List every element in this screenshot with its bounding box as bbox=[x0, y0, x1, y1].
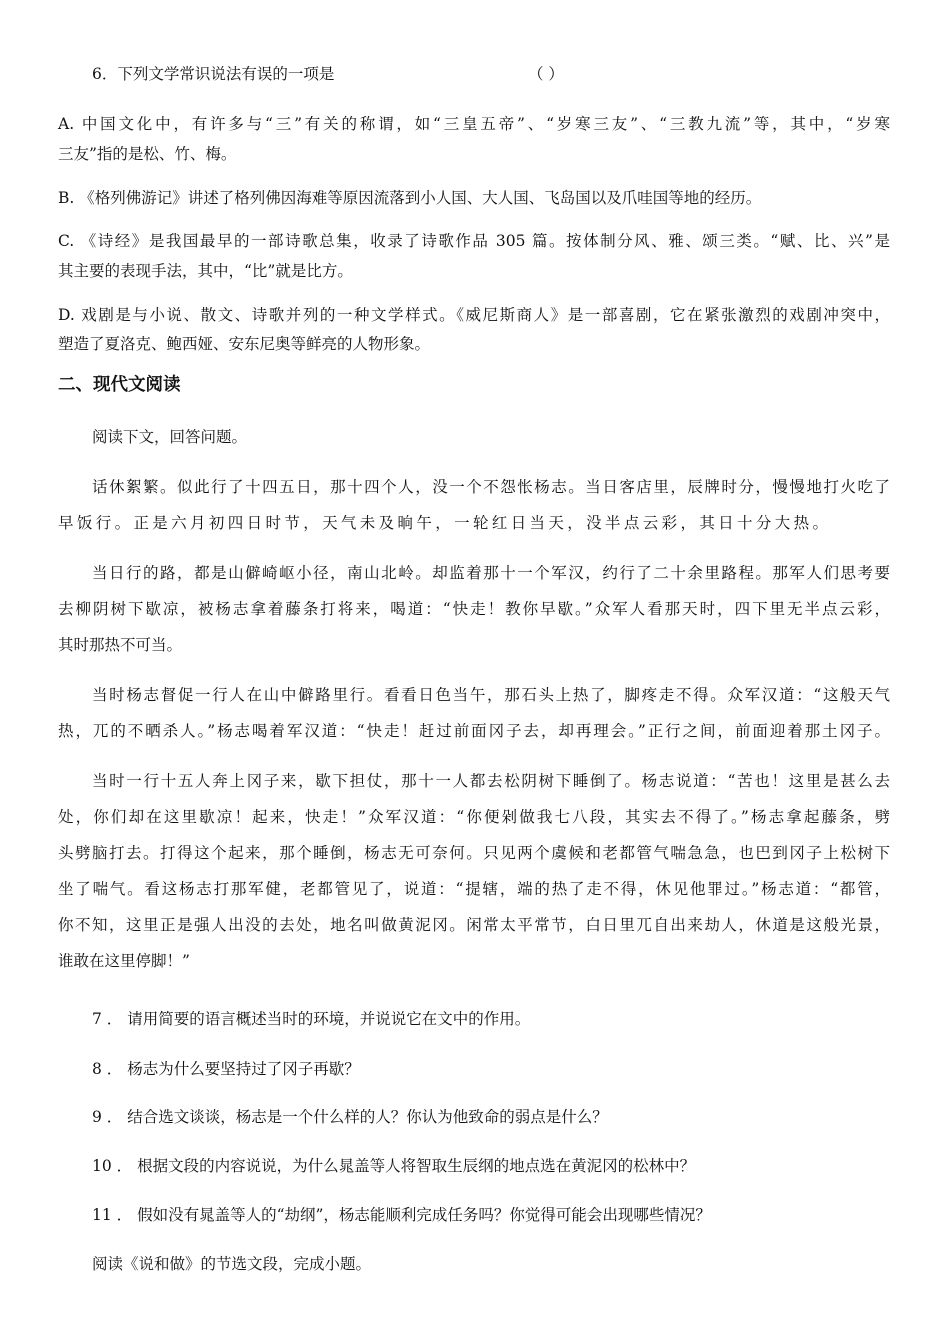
passage-p3-line-2: 热，兀的不晒杀人。”杨志喝着军汉道：“快走！赶过前面冈子去，却再理会。”正行之间，前面迎着那土冈子。 bbox=[58, 722, 890, 740]
question-8: 8 ． 杨志为什么要坚持过了冈子再歇？ bbox=[92, 1060, 360, 1078]
passage-p4-line-1: 当时一行十五人奔上冈子来，歇下担仗，那十一人都去松阴树下睡倒了。杨志说道：“苦也！这里是甚么去 bbox=[92, 772, 890, 790]
passage-p4-line-3: 头劈脑打去。打得这个起来，那个睡倒，杨志无可奈何。只见两个虞候和老都管气喘急急，也巴到冈子上松树下 bbox=[58, 844, 890, 862]
option-d-line-1: D. 戏剧是与小说、散文、诗歌并列的一种文学样式。《威尼斯商人》是一部喜剧，它在紧张激烈的戏剧冲突中， bbox=[58, 306, 890, 324]
passage-p4-line-5: 你不知，这里正是强人出没的去处，地名叫做黄泥冈。闲常太平常节，白日里兀自出来劫人，休道是这般光景， bbox=[58, 916, 890, 934]
passage-p4-line-6: 谁敢在这里停脚！” bbox=[58, 952, 190, 970]
passage-p2-line-1: 当日行的路，都是山僻崎岖小径，南山北岭。却监着那十一个军汉，约行了二十余里路程。那军人们思考要 bbox=[92, 564, 890, 582]
option-d-line-2: 塑造了夏洛克、鲍西娅、安东尼奥等鲜亮的人物形象。 bbox=[58, 335, 431, 353]
option-a-line-2: 三友”指的是松、竹、梅。 bbox=[58, 145, 237, 163]
passage-p4-line-2: 处，你们却在这里歇凉！起来，快走！”众军汉道：“你便剁做我七八段，其实去不得了。”杨志拿起藤条，劈 bbox=[58, 808, 890, 826]
passage-p3-line-1: 当时杨志督促一行人在山中僻路里行。看看日色当午，那石头上热了，脚疼走不得。众军汉道：“这般天气 bbox=[92, 686, 890, 704]
reading-intro: 阅读下文，回答问题。 bbox=[92, 428, 248, 446]
option-c-line-2: 其主要的表现手法，其中，“比”就是比方。 bbox=[58, 262, 353, 280]
next-reading-intro: 阅读《说和做》的节选文段，完成小题。 bbox=[92, 1255, 372, 1273]
question-10: 10 ． 根据文段的内容说说，为什么晁盖等人将智取生辰纲的地点选在黄泥冈的松林中？ bbox=[92, 1157, 696, 1175]
option-c-line-1: C. 《诗经》是我国最早的一部诗歌总集，收录了诗歌作品 305 篇。按体制分风、雅、颂三类。“赋、比、兴”是 bbox=[58, 232, 890, 250]
passage-p4-line-4: 坐了喘气。看这杨志打那军健，老都管见了，说道：“提辖，端的热了走不得，休见他罪过。”杨志道：“都管， bbox=[58, 880, 890, 898]
question-6-prompt: 6．下列文学常识说法有误的一项是 bbox=[92, 65, 335, 83]
question-9: 9 ． 结合选文谈谈，杨志是一个什么样的人？你认为他致命的弱点是什么？ bbox=[92, 1108, 608, 1126]
passage-p1-line-1: 话休絮繁。似此行了十四五日，那十四个人，没一个不怨怅杨志。当日客店里，辰牌时分，慢慢地打火吃了 bbox=[92, 478, 890, 496]
option-b-line-1: B. 《格列佛游记》讲述了格列佛因海难等原因流落到小人国、大人国、飞岛国以及爪哇国等地的经历。 bbox=[58, 189, 762, 207]
passage-p1-line-2: 早饭行。正是六月初四日时节，天气未及晌午，一轮红日当天，没半点云彩，其日十分大热。 bbox=[58, 514, 828, 532]
section-heading: 二、现代文阅读 bbox=[58, 375, 181, 395]
answer-blank: （ ） bbox=[528, 65, 564, 83]
question-7: 7 ． 请用简要的语言概述当时的环境，并说说它在文中的作用。 bbox=[92, 1010, 531, 1028]
passage-p2-line-2: 去柳阴树下歇凉，被杨志拿着藤条打将来，喝道：“快走！教你早歇。”众军人看那天时，四下里无半点云彩， bbox=[58, 600, 890, 618]
question-11: 11 ． 假如没有晁盖等人的“劫纲”，杨志能顺利完成任务吗？你觉得可能会出现哪些情况？ bbox=[92, 1206, 711, 1224]
passage-p2-line-3: 其时那热不可当。 bbox=[58, 636, 183, 654]
option-a-line-1: A. 中国文化中，有许多与“三”有关的称谓，如“三皇五帝”、“岁寒三友”、“三教九流”等，其中，“岁寒 bbox=[58, 115, 890, 133]
